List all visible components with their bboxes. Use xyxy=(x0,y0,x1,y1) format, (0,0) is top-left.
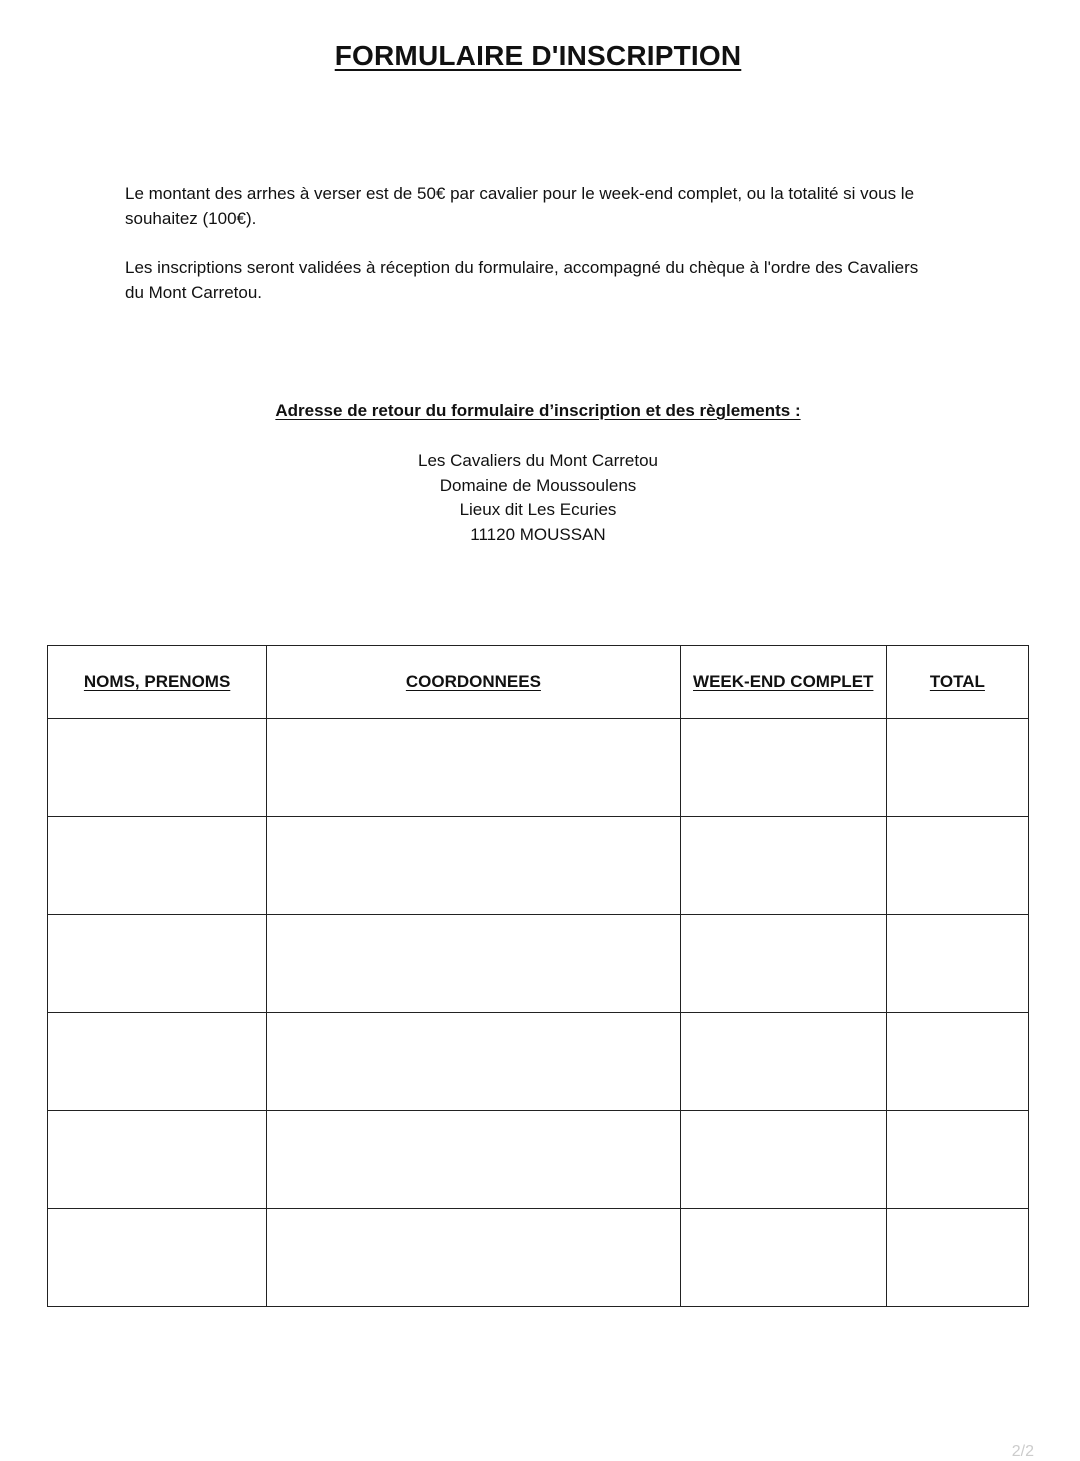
cell-names[interactable] xyxy=(48,719,267,817)
cell-weekend[interactable] xyxy=(680,817,886,915)
cell-contact[interactable] xyxy=(267,1013,680,1111)
cell-contact[interactable] xyxy=(267,817,680,915)
page-title: FORMULAIRE D'INSCRIPTION xyxy=(334,40,742,71)
cell-total[interactable] xyxy=(886,915,1028,1013)
cell-weekend[interactable] xyxy=(680,1111,886,1209)
cell-names[interactable] xyxy=(48,915,267,1013)
table-row xyxy=(48,1013,1029,1111)
cell-total[interactable] xyxy=(886,1013,1028,1111)
table-header-row xyxy=(48,646,1029,719)
registration-table xyxy=(47,645,1029,1307)
page-indicator: 2/2 xyxy=(1011,1443,1034,1460)
cell-names[interactable] xyxy=(48,1013,267,1111)
address-heading: Adresse de retour du formulaire d’inscription et des règlements : xyxy=(275,401,801,420)
cell-weekend[interactable] xyxy=(680,1013,886,1111)
validation-paragraph: Les inscriptions seront validées à réception du formulaire, accompagné du chèque à l'ordre des Cavaliers du Mont Carretou. xyxy=(125,258,919,302)
cell-names[interactable] xyxy=(48,817,267,915)
table-row xyxy=(48,1209,1029,1307)
column-header-total: TOTAL xyxy=(886,646,1028,719)
cell-contact[interactable] xyxy=(267,719,680,817)
cell-total[interactable] xyxy=(886,1111,1028,1209)
cell-total[interactable] xyxy=(886,1209,1028,1307)
cell-total[interactable] xyxy=(886,719,1028,817)
return-address xyxy=(0,449,1076,548)
column-header-weekend: WEEK-END COMPLET xyxy=(680,646,886,719)
table-row xyxy=(48,817,1029,915)
table-row xyxy=(48,915,1029,1013)
column-header-names: NOMS, PRENOMS xyxy=(48,646,267,719)
column-header-contact: COORDONNEES xyxy=(267,646,680,719)
table-body xyxy=(48,719,1029,1307)
cell-contact[interactable] xyxy=(267,1209,680,1307)
cell-total[interactable] xyxy=(886,817,1028,915)
address-line: Domaine de Moussoulens xyxy=(439,475,637,495)
table-row xyxy=(48,1111,1029,1209)
cell-contact[interactable] xyxy=(267,915,680,1013)
cell-names[interactable] xyxy=(48,1209,267,1307)
deposit-paragraph: Le montant des arrhes à verser est de 50€ par cavalier pour le week-end complet, ou la totalité si vous le souhaitez (100€). xyxy=(125,184,915,228)
table-row xyxy=(48,719,1029,817)
cell-names[interactable] xyxy=(48,1111,267,1209)
cell-weekend[interactable] xyxy=(680,1209,886,1307)
address-line: 11120 MOUSSAN xyxy=(470,525,606,545)
address-line: Lieux dit Les Ecuries xyxy=(459,500,617,520)
cell-weekend[interactable] xyxy=(680,915,886,1013)
address-line: Les Cavaliers du Mont Carretou xyxy=(417,451,658,470)
cell-contact[interactable] xyxy=(267,1111,680,1209)
cell-weekend[interactable] xyxy=(680,719,886,817)
